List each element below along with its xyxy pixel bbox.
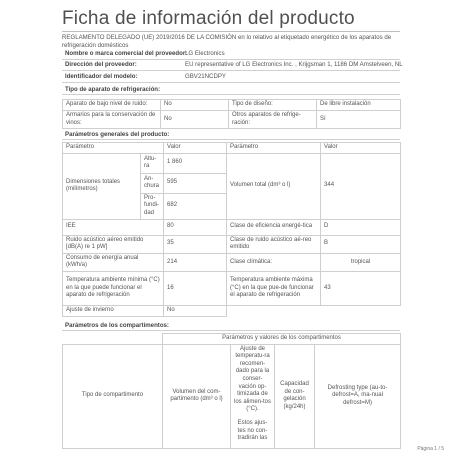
noise-class-value: B <box>321 235 401 253</box>
noise-label: Ruido acústico aéreo emitido [dB(A) re 1 pW] <box>63 235 164 253</box>
annual-consumption-label: Consumo de energía anual (kWh/a) <box>63 253 164 271</box>
depth-value: 682 <box>164 193 227 219</box>
height-label: Altu-ra <box>141 153 164 173</box>
other-appliance-label: Otros aparatos de refrige-ración: <box>229 111 317 129</box>
supplier-address-value: EU representative of LG Electronics Inc. , Krijgsman 1, 1186 DM Amstelveen, NL <box>185 61 403 68</box>
model-label: Identificador del modelo: <box>65 73 138 80</box>
design-type-label: Tipo de diseño: <box>229 100 317 111</box>
value-column-header: Valor <box>164 143 227 154</box>
compartments-table <box>62 333 401 449</box>
appliance-type-table <box>62 99 401 129</box>
general-params-heading: Parámetros generales del producto: <box>62 131 400 140</box>
min-temp-value: 16 <box>164 271 227 305</box>
total-volume-label: Volumen total (dm³ o l) <box>227 153 321 219</box>
page-title: Ficha de información del producto <box>62 8 355 29</box>
winter-setting-label: Ajuste de invierno <box>63 305 164 316</box>
value-column-header-2: Valor <box>321 143 401 154</box>
empty-cell <box>227 305 401 316</box>
model-value: GBV21NCDPY <box>185 73 226 80</box>
low-noise-value: No <box>161 100 229 111</box>
max-temp-value: 43 <box>321 271 401 305</box>
min-temp-label: Temperatura ambiente mínima (°C) en la que puede funcionar el aparato de refrigeración <box>63 271 164 305</box>
recommended-temp-header <box>231 344 275 448</box>
iee-value: 80 <box>164 219 227 235</box>
noise-class-label: Clase de ruido acústico aé-reo emitido <box>227 235 321 253</box>
iee-label: IEE <box>63 219 164 235</box>
supplier-address-row <box>62 61 403 71</box>
recommended-temp-note: Estos ajus-tes no con-tradirán las <box>237 419 268 442</box>
design-type-value: De libre instalación <box>317 100 401 111</box>
model-row <box>62 73 400 83</box>
appliance-type-heading: Tipo de aparato de refrigeración: <box>62 86 400 95</box>
winter-setting-value: No <box>164 305 227 316</box>
width-label: An-chura <box>141 173 164 193</box>
defrost-type-header: Defrosting type (au-to-defrost=A, ma-nual defrost=M) <box>315 344 401 448</box>
depth-label: Pro-fundi-dad <box>141 193 164 219</box>
total-volume-value: 344 <box>321 153 401 219</box>
compartments-group-header: Parámetros y valores de los compartimentos <box>163 334 401 345</box>
page-number: Página 1 / 5 <box>417 446 444 452</box>
supplier-name-row <box>62 50 400 60</box>
annual-consumption-value: 214 <box>164 253 227 271</box>
general-params-table <box>62 142 401 317</box>
height-value: 1 860 <box>164 153 227 173</box>
max-temp-label: Temperatura ambiente máxima (°C) en la que pue-de funcionar el aparato de refrigeración <box>227 271 321 305</box>
noise-value: 35 <box>164 235 227 253</box>
compartments-corner-cell <box>63 334 163 345</box>
climate-class-label: Clase climática: <box>227 253 321 271</box>
width-value: 595 <box>164 173 227 193</box>
freezing-capacity-header: Capacidad de con-gelación (kg/24h) <box>275 344 315 448</box>
supplier-name-label: Nombre o marca comercial del proveedor: <box>65 50 188 57</box>
other-appliance-value: Sí <box>317 111 401 129</box>
wine-storage-label: Armarios para la conservación de vinos: <box>63 111 161 129</box>
recommended-temp-text: Ajuste de temperatu-ra recomen-dado para la conser-vación op-timizada de los alimen-tos (°C). <box>234 345 272 413</box>
wine-storage-value: No <box>161 111 229 129</box>
low-noise-label: Aparato de bajo nivel de ruido: <box>63 100 161 111</box>
regulation-intro: REGLAMENTO DELEGADO (UE) 2019/2016 DE LA COMISIÓN en lo relativo al etiquetado energético de los aparatos de refrigeración domésticos <box>62 34 392 49</box>
compartment-type-header: Tipo de compartimento <box>63 344 163 448</box>
dimensions-label: Dimensiones totales (milímetros) <box>63 153 141 219</box>
compartment-volume-header: Volumen del com-partimento (dm³ o l) <box>163 344 231 448</box>
title-rule <box>62 31 400 32</box>
param-column-header-2: Parámetro <box>227 143 321 154</box>
compartments-heading: Parámetros de los compartimentos: <box>62 322 400 331</box>
supplier-address-label: Dirección del proveedor: <box>65 61 137 68</box>
climate-class-value: tropical <box>321 253 401 271</box>
energy-class-value: D <box>321 219 401 235</box>
supplier-name-value: LG Electronics <box>185 50 225 57</box>
param-column-header: Parámetro <box>63 143 164 154</box>
energy-class-label: Clase de eficiencia energé-tica <box>227 219 321 235</box>
